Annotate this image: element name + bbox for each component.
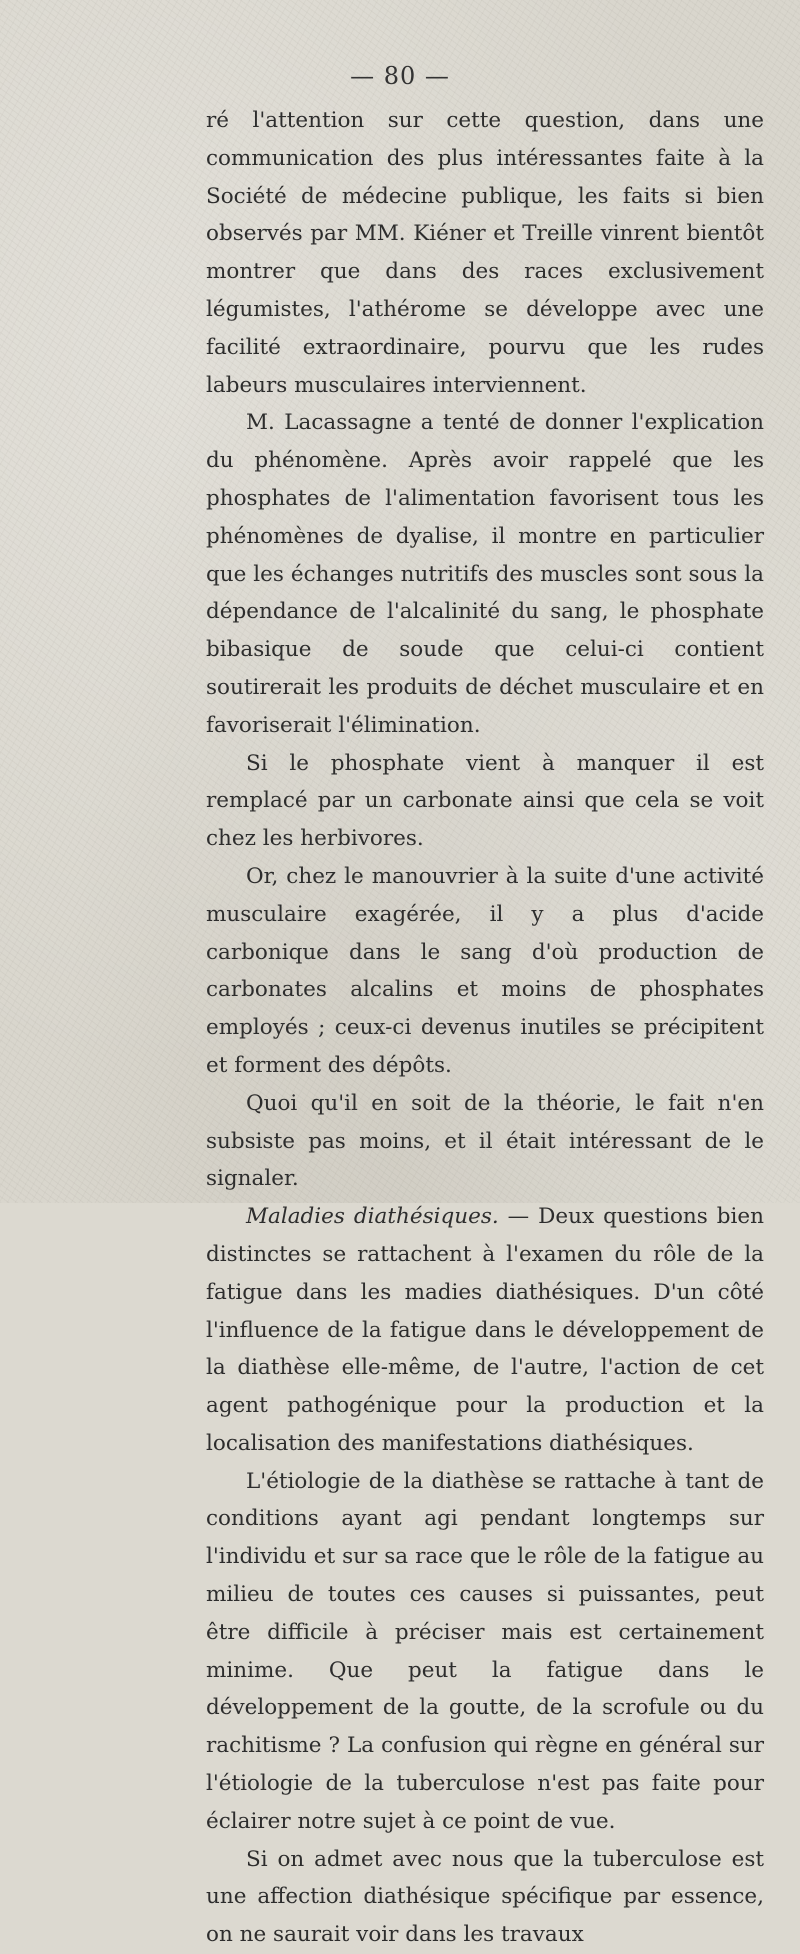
paragraph-5: Quoi qu'il en soit de la théorie, le fait n'en subsiste pas moins, et il était intéressant de le signaler. [206, 1090, 764, 1192]
paragraph-7: L'étiologie de la diathèse se rattache à tant de conditions ayant agi pendant longtemps sur l'individu et sur sa race que le rôle de la fatigue au milieu de toutes ces causes si puissantes, peut être difficile à préciser mais est certainement minime. Que peut la fatigue dans le développement de la goutte, de la scrofule ou du rachitisme ? La confusion qui règne en général sur l'étiologie de la tuberculose n'est pas faite pour éclairer notre sujet à ce point de vue. [206, 1468, 764, 1834]
paragraph-2: M. Lacassagne a tenté de donner l'explication du phénomène. Après avoir rappelé que les phosphates de l'alimentation favorisent tous les phénomènes de dyalise, il montre en particulier que les échanges nutritifs des muscles sont sous la dépendance de l'alcalinité du sang, le phosphate bibasique de soude que celui-ci contient soutirerait les produits de déchet musculaire et en favoriserait l'élimination. [206, 410, 764, 738]
paragraph-6 [206, 1198, 764, 1463]
paragraph-6-text: — Deux questions bien distinctes se rattachent à l'examen du rôle de la fatigue dans les madies diathésiques. D'un côté l'influence de la fatigue dans le développement de la diathèse elle-même, de l'autre, l'action de cet agent pathogénique pour la production et la localisation des manifestations diathésiques. [206, 1204, 764, 1456]
paragraph-8: Si on admet avec nous que la tuberculose est une affection diathésique spécifique par essence, on ne saurait voir dans les travaux [206, 1846, 764, 1948]
paragraph-3: Si le phosphate vient à manquer il est remplacé par un carbonate ainsi que cela se voit chez les herbivores. [206, 750, 764, 852]
body-text [206, 102, 764, 1954]
section-heading-italic: Maladies diathésiques. [246, 1204, 499, 1230]
page-number: — 80 — [350, 62, 450, 90]
paragraph-1: ré l'attention sur cette question, dans une communication des plus intéressantes faite à la Société de médecine publique, les faits si bien observés par MM. Kiéner et Treille vinrent bientôt montrer que dans des races exclusivement légumistes, l'athérome se développe avec une facilité extraordinaire, pourvu que les rudes labeurs musculaires interviennent. [206, 108, 764, 398]
paragraph-4: Or, chez le manouvrier à la suite d'une activité musculaire exagérée, il y a plus d'acide carbonique dans le sang d'où production de carbonates alcalins et moins de phosphates employés ; ceux-ci devenus inutiles se précipitent et forment des dépôts. [206, 863, 764, 1078]
